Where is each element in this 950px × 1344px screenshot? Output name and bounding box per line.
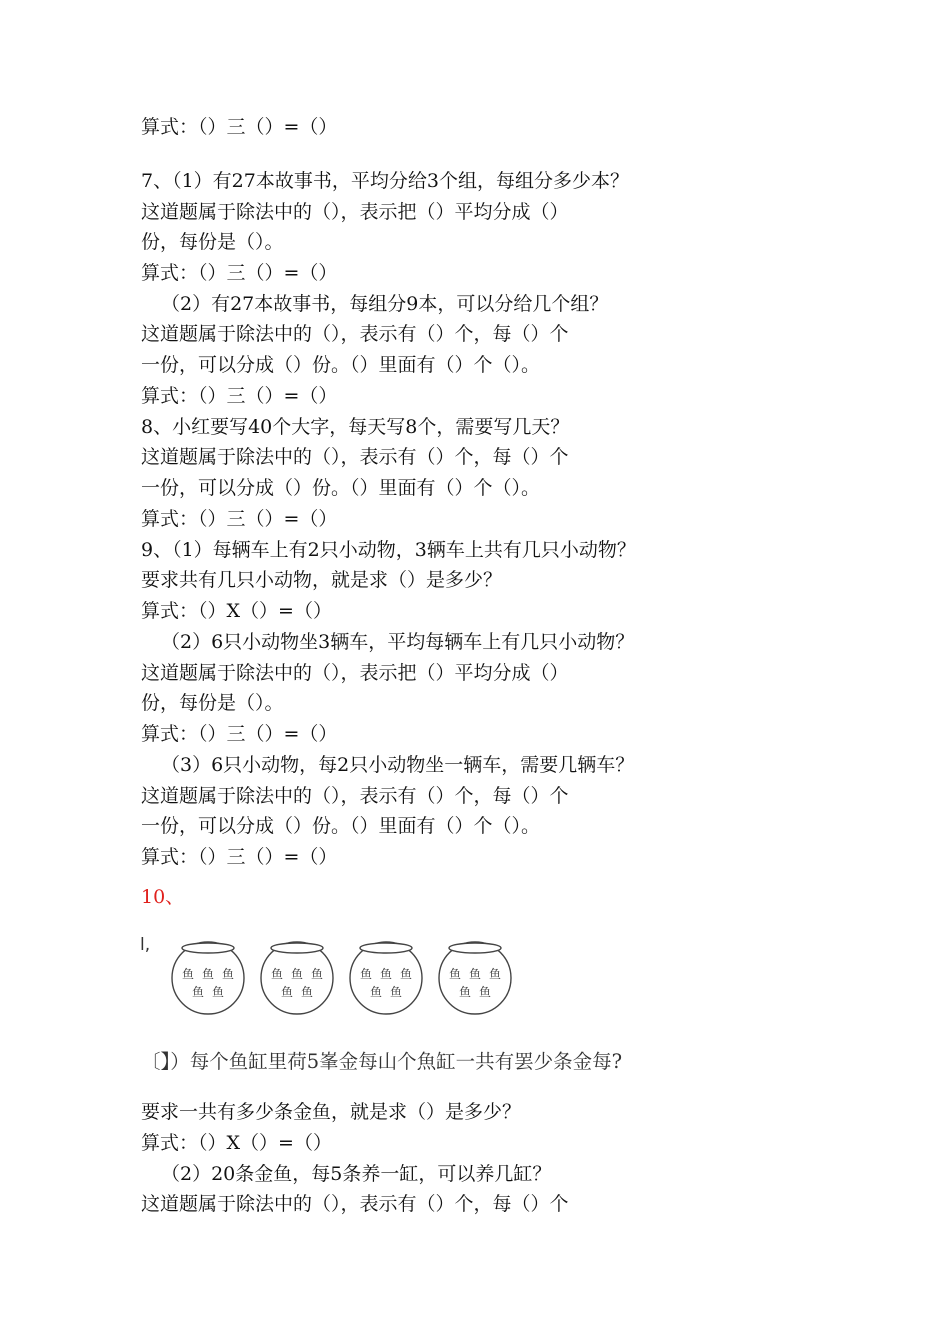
fish-icon: 鱼 [280,985,294,999]
fill-blank-line: 一份，可以分成（）份。（）里面有（）个（）。 [141,477,541,499]
bowl-rim [182,943,234,953]
fish-icon: 鱼 [458,985,472,999]
formula-line: 算式：（）X（）=（） [141,600,332,622]
fish-icon: 鱼 [290,967,304,981]
fill-blank-line: 一份，可以分成（）份。（）里面有（）个（）。 [141,815,541,837]
formula-line: 算式：（）三（）=（） [141,262,338,284]
fish-icon: 鱼 [310,967,324,981]
fish-icon: 鱼 [399,967,413,981]
fish-icon: 鱼 [211,985,225,999]
fill-blank-line: 份，每份是（）。 [141,231,284,253]
formula-line: 算式：（）三（）=（） [141,116,338,138]
fish-bowl [261,942,333,1014]
question-10-1: 〔】）每个鱼缸里荷5峯金每山个魚缸一共有罢少条金每? [141,1050,623,1073]
formula-line: 算式：（）三（）=（） [141,508,338,530]
formula-line: 算式：（）X（）=（） [141,1132,332,1154]
bowl-rim [360,943,412,953]
fish-icon: 鱼 [488,967,502,981]
fill-blank-line: 要求共有几只小动物，就是求（）是多少？ [141,569,503,591]
fish-icon: 鱼 [270,967,284,981]
fish-icon: 鱼 [379,967,393,981]
fish-icon: 鱼 [201,967,215,981]
fill-blank-line: 要求一共有多少条金鱼，就是求（）是多少？ [141,1101,522,1123]
fish-icon: 鱼 [448,967,462,981]
fish-bowl [439,942,511,1014]
fill-blank-line: 这道题属于除法中的（），表示把（）平均分成（） [141,662,569,684]
fill-blank-line: 一份，可以分成（）份。（）里面有（）个（）。 [141,354,541,376]
corner-mark: l, [140,935,151,955]
fish-icon: 鱼 [369,985,383,999]
bowl-rim [271,943,323,953]
formula-line: 算式：（）三（）=（） [141,723,338,745]
fish-bowls-figure [140,932,540,1022]
fill-blank-line: 这道题属于除法中的（），表示有（）个，每（）个 [141,1193,569,1215]
question-8: 8、小红要写40个大字，每天写8个，需要写几天？ [141,416,570,438]
fill-blank-line: 这道题属于除法中的（），表示把（）平均分成（） [141,201,569,223]
fish-icon: 鱼 [359,967,373,981]
fill-blank-line: 这道题属于除法中的（），表示有（）个，每（）个 [141,323,569,345]
fish-bowl [350,942,422,1014]
fish-icon: 鱼 [468,967,482,981]
question-9-1: 9、（1）每辆车上有2只小动物，3辆车上共有几只小动物？ [141,539,636,561]
fish-icon: 鱼 [221,967,235,981]
fill-blank-line: 份，每份是（）。 [141,692,284,714]
fill-blank-line: 这道题属于除法中的（），表示有（）个，每（）个 [141,446,569,468]
fish-icon: 鱼 [300,985,314,999]
question-9-2: （2）6只小动物坐3辆车，平均每辆车上有几只小动物？ [161,631,635,653]
fish-bowls-svg [140,932,540,1022]
bowl-rim [449,943,501,953]
question-10-2: （2）20条金鱼，每5条养一缸，可以养几缸？ [161,1163,552,1185]
fish-icon: 鱼 [389,985,403,999]
formula-line: 算式：（）三（）=（） [141,846,338,868]
fill-blank-line: 这道题属于除法中的（），表示有（）个，每（）个 [141,785,569,807]
fish-icon: 鱼 [478,985,492,999]
question-9-3: （3）6只小动物，每2只小动物坐一辆车，需要几辆车？ [161,754,635,776]
question-7-2: （2）有27本故事书，每组分9本，可以分给几个组？ [161,293,609,315]
formula-line: 算式：（）三（）=（） [141,385,338,407]
question-10-number: 10、 [141,886,185,908]
question-7-1: 7、（1）有27本故事书，平均分给3个组，每组分多少本？ [141,170,629,192]
fish-icon: 鱼 [191,985,205,999]
fish-bowl [172,942,244,1014]
fish-icon: 鱼 [181,967,195,981]
